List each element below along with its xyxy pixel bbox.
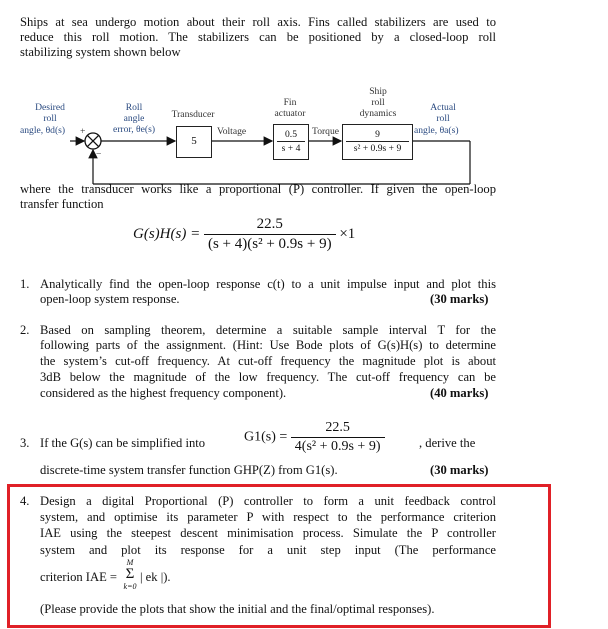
q4-line-3: IAE using the steepest descent minimisation process. Simulate the P controller [40, 526, 496, 540]
ship-dynamics-label [350, 86, 406, 119]
sum-symbol: Σ [125, 566, 135, 582]
q4-criterion-b: | ek |). [140, 570, 171, 584]
q3-marks: (30 marks) [430, 463, 489, 477]
actual-line-2: roll [436, 113, 450, 124]
fin-numerator: 0.5 [285, 129, 297, 140]
transducer-block [176, 126, 212, 158]
q2-marks: (40 marks) [430, 386, 489, 400]
q1-line-2: open-loop system response. [40, 292, 180, 306]
q4-line-2: system, and optimise its parameter P with respect to the performance criterion [40, 510, 496, 524]
q3-text-a: If the G(s) can be simplified into [40, 436, 206, 450]
eq-lhs: G(s)H(s) = [133, 226, 201, 242]
q2-line-4: 3dB below the magnitude of the low frequency. The cut-off frequency can be [40, 370, 496, 384]
q3-fraction [291, 420, 385, 455]
transducer-label: Transducer [171, 109, 215, 120]
eq-numerator: 22.5 [256, 216, 283, 232]
fin-line-2: actuator [274, 108, 306, 119]
ship-dynamics-block [342, 124, 413, 160]
q1-number: 1. [20, 277, 30, 291]
fin-line-1: Fin [283, 97, 297, 108]
eq-tail: ×1 [339, 226, 356, 242]
q3-line-2: discrete-time system transfer function GHP(Z) from G1(s). [40, 463, 338, 477]
q3-numerator: 22.5 [325, 420, 350, 435]
roll-error-label [104, 102, 164, 135]
eq-fraction [204, 216, 336, 253]
actual-label [420, 102, 466, 124]
ship-tf [343, 129, 412, 154]
fin-actuator-label [262, 97, 318, 119]
voltage-label: Voltage [217, 126, 247, 137]
desired-line-3: angle, θd(s) [20, 125, 66, 136]
eq-denominator: (s + 4)(s² + 0.9s + 9) [204, 234, 336, 253]
open-loop-equation [133, 216, 355, 253]
fin-tf [274, 129, 308, 154]
plus-sign: + [80, 126, 86, 137]
actual-line-1: Actual [430, 102, 456, 113]
q4-line-4: system and plot its response for a unit step input (The performance [40, 543, 496, 557]
desired-label [22, 102, 78, 124]
q3-denominator: 4(s² + 0.9s + 9) [291, 437, 385, 455]
desired-line-1: Desired [35, 102, 65, 113]
q2-number: 2. [20, 323, 30, 337]
roll-error-line-1: Roll [125, 102, 143, 113]
q2-line-5: considered as the highest frequency component). [40, 386, 287, 400]
roll-error-line-2: angle [123, 113, 145, 124]
q4-number: 4. [20, 494, 30, 508]
intro-line-2: reduce this roll motion. The stabilizers can be positioned by a closed-loop roll [20, 30, 496, 44]
q4-summation [122, 558, 138, 591]
q3-number: 3. [20, 436, 30, 450]
after-line-2: transfer function [20, 197, 104, 211]
q4-criterion-a: criterion IAE = [40, 570, 118, 584]
roll-error-line-3: error, θe(s) [112, 124, 156, 135]
torque-label: Torque [312, 126, 340, 137]
intro-line-3: stabilizing system shown below [20, 45, 181, 59]
q2-line-3: the system’s cut-off frequency. At cut-off frequency the magnitude plot is about [40, 354, 496, 368]
ship-line-2: roll [371, 97, 385, 108]
ship-denominator: s² + 0.9s + 9 [353, 143, 402, 154]
ship-line-3: dynamics [359, 108, 397, 119]
ship-line-1: Ship [369, 86, 387, 97]
sum-upper: M [126, 558, 134, 567]
transducer-gain: 5 [191, 135, 197, 147]
desired-line-2: roll [43, 113, 57, 124]
q3-g1: G1(s) = [244, 429, 288, 445]
fin-actuator-block [273, 124, 309, 160]
q4-note: (Please provide the plots that show the initial and the final/optimal responses). [40, 602, 435, 616]
q1-marks: (30 marks) [430, 292, 489, 306]
q3-equation [244, 420, 385, 455]
sum-lower: k=0 [123, 582, 137, 591]
q4-line-1: Design a digital Proportional (P) controller to form a unit feedback control [40, 494, 496, 508]
actual-line-3: angle, θa(s) [414, 125, 459, 136]
after-line-1: where the transducer works like a proportional (P) controller. If given the open-loop [20, 182, 496, 196]
q3-text-b: , derive the [419, 436, 476, 450]
minus-sign: − [96, 149, 102, 160]
intro-line-1: Ships at sea undergo motion about their roll axis. Fins called stabilizers are used to [20, 15, 496, 29]
q2-line-1: Based on sampling theorem, determine a suitable sample interval T for the [40, 323, 496, 337]
ship-numerator: 9 [375, 129, 380, 140]
q2-line-2: following parts of the assignment. (Hint: Use Bode plots of G(s)H(s) to determine [40, 338, 496, 352]
q1-line-1: Analytically find the open-loop response c(t) to a unit impulse input and plot this [40, 277, 496, 291]
fin-denominator: s + 4 [281, 143, 301, 154]
